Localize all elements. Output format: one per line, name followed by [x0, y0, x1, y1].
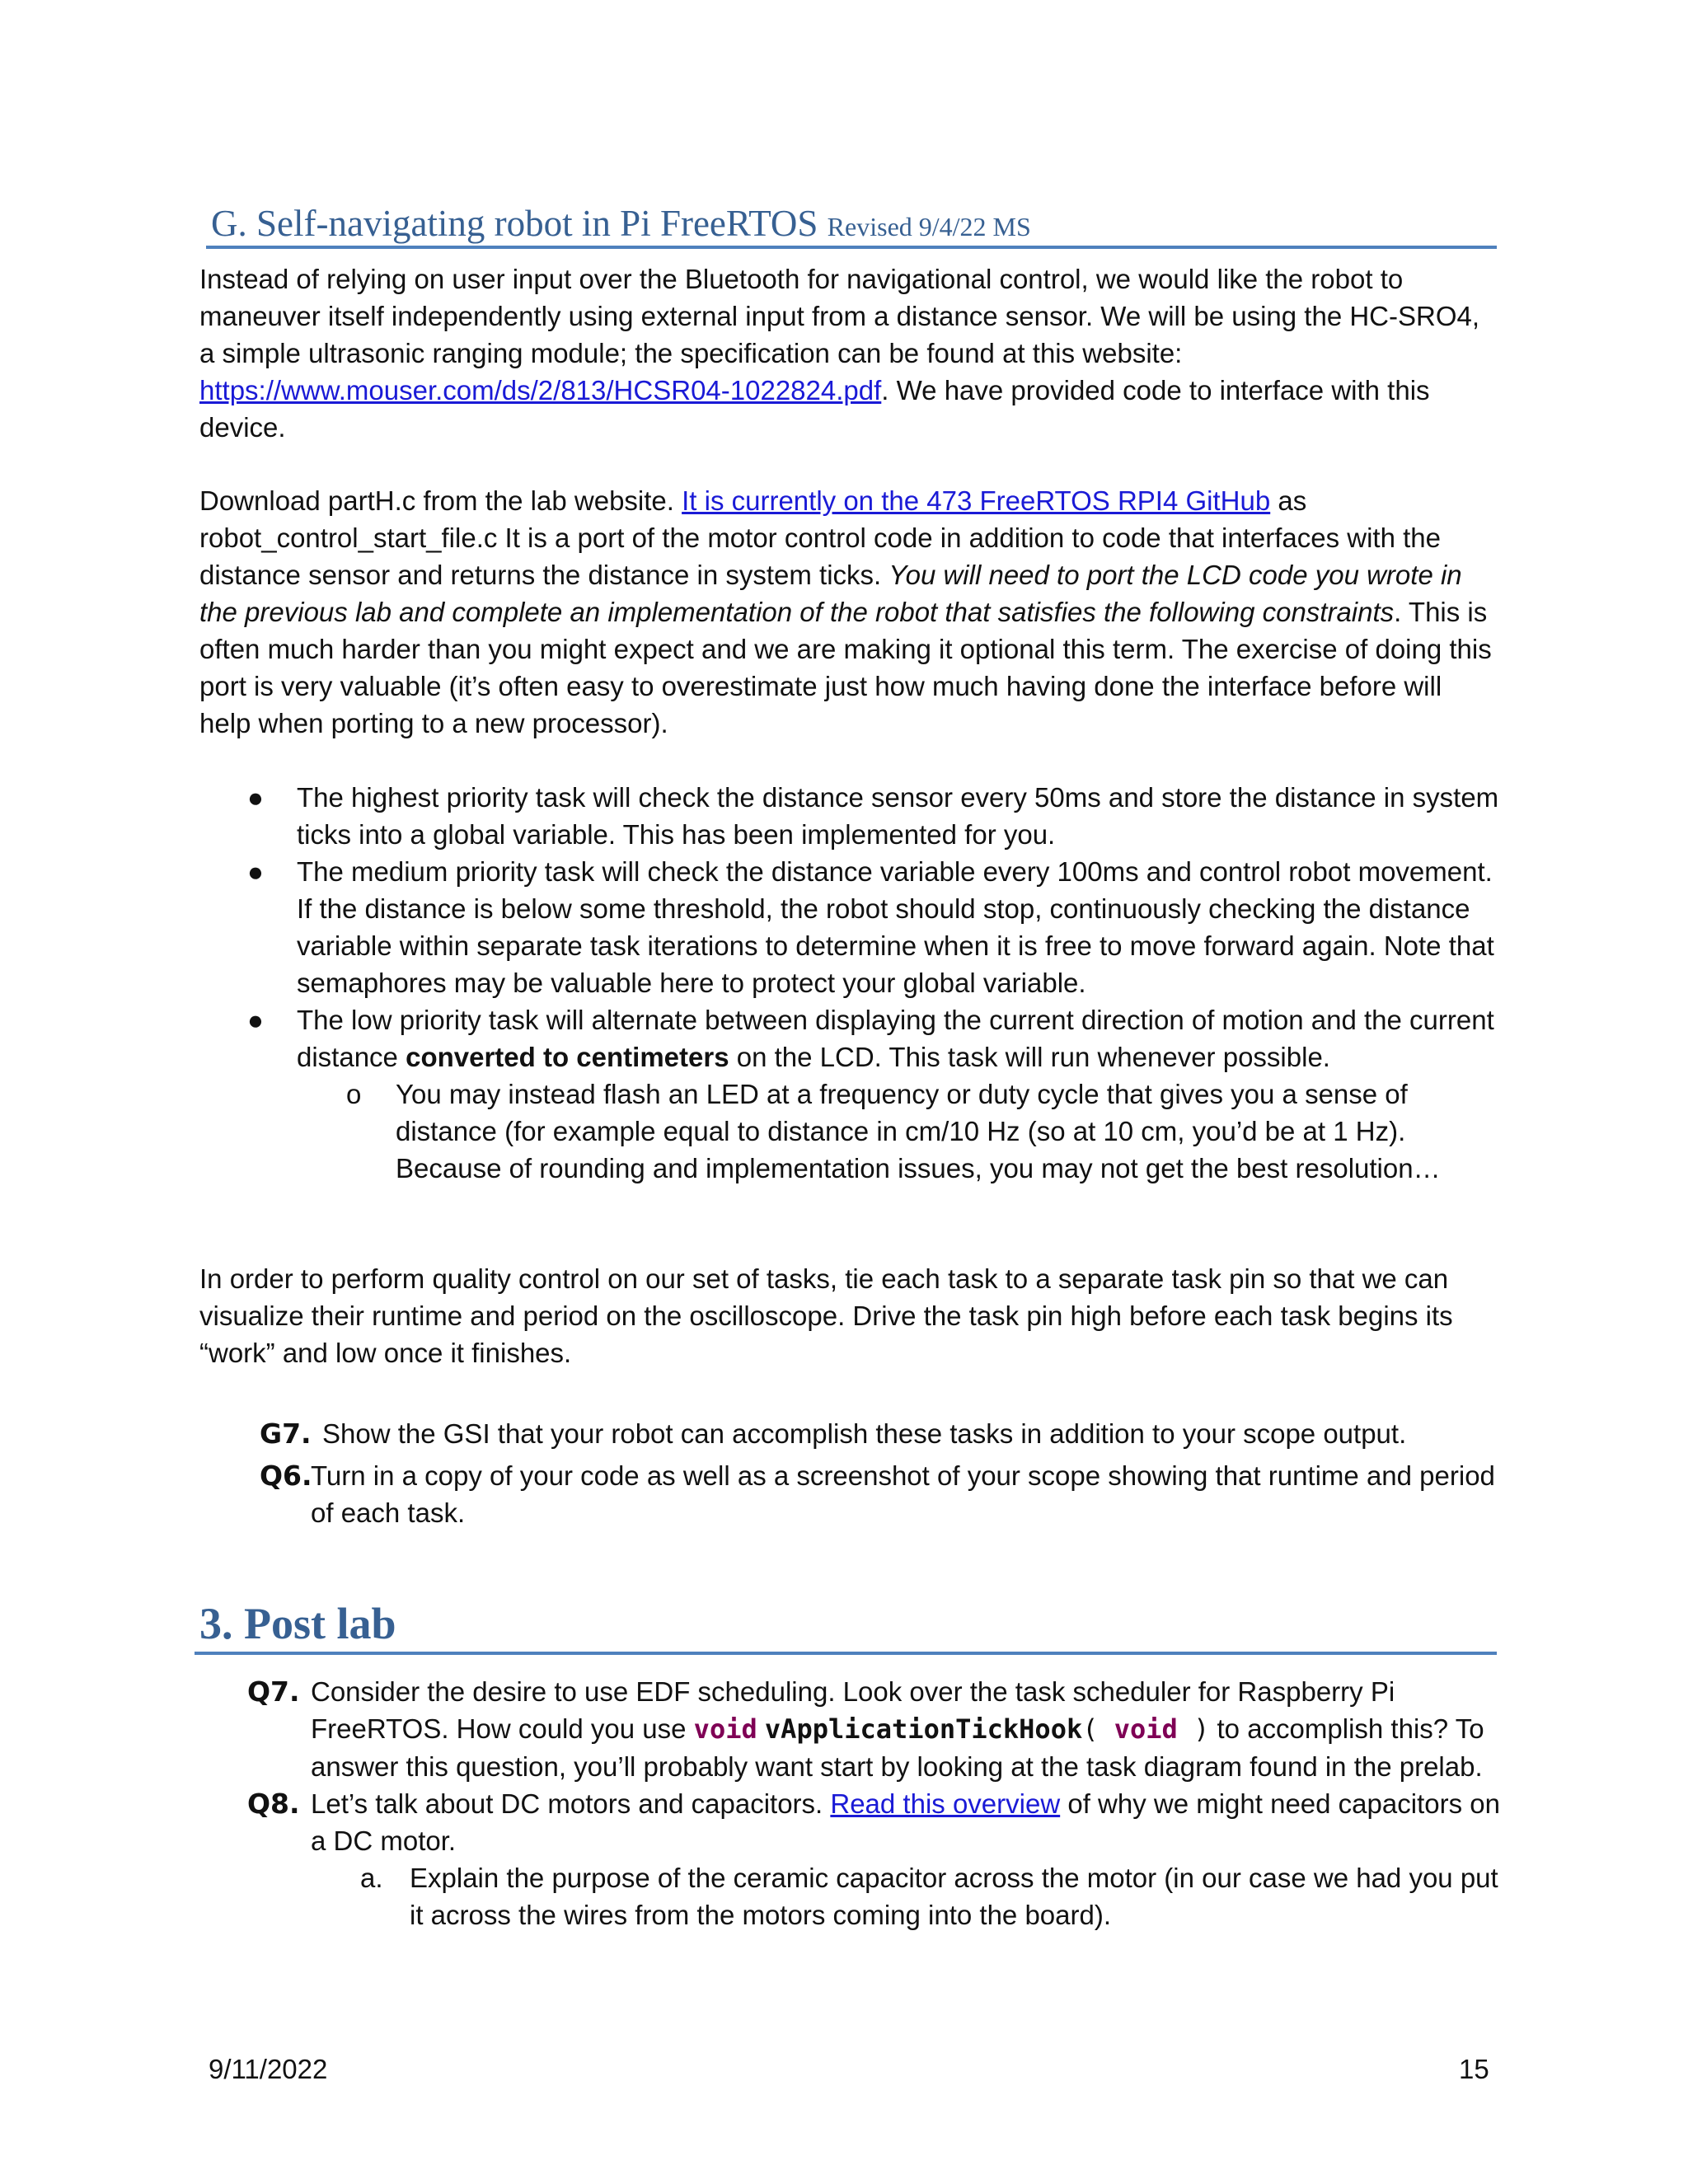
post-lab-questions [247, 1673, 1500, 1933]
list-item: ● The highest priority task will check the distance sensor every 50ms and store the distance in system ticks into a global variable. This has been implemented for you. [247, 779, 1500, 853]
question-list [260, 1415, 1496, 1531]
port-instruction: You will need to port the LCD code you wrote in the previous lab and complete an implementation of the robot that satisfies the following constraints [199, 560, 1462, 627]
list-item: ● The low priority task will alternate between displaying the current direction of motion and the current distance converted to centimeters on the LCD. This task will run whenever possible. [247, 1001, 1500, 1076]
sub-bullet-icon: o [346, 1079, 362, 1109]
code-keyword: void [693, 1713, 757, 1745]
quality-control-paragraph: In order to perform quality control on our set of tasks, tie each task to a separate task pin so that we can visualize their runtime and period on the oscilloscope. Drive the task pin high before each task begins its “work” and low once it finishes. [199, 1263, 1453, 1368]
question-q8a: a. Explain the purpose of the ceramic capacitor across the motor (in our case we had you put it across the wires from the motors coming into the board). [247, 1859, 1500, 1933]
sub-list-item: o You may instead flash an LED at a frequency or duty cycle that gives you a sense of distance (for example equal to distance in cm/10 Hz (so at 10 cm, you’d be at 1 Hz). Because of rounding and implementation issues, you may not get the best resolution… [346, 1076, 1500, 1187]
list-item: ● The medium priority task will check the distance variable every 100ms and control robot movement. If the distance is below some threshold, the robot should stop, continuously checking the distance variable within separate task iterations to determine when it is free to move forward again. Note that semaphores may be valuable here to protect your global variable. [247, 853, 1500, 1001]
intro-paragraph: Instead of relying on user input over the Bluetooth for navigational control, we would like the robot to maneuver itself independently using external input from a distance sensor. We will be using the HC-SRO4, a simple ultrasonic ranging module; the specification can be found at this website: https://www.mouser.com/ds/2/813/HCSR04-1022824.pdf. We have provided code to interface with this device. [199, 264, 1480, 443]
question-number: Q7. [247, 1675, 300, 1708]
question-number: G7. [260, 1418, 312, 1450]
question-number: Q6. [260, 1460, 312, 1492]
question-q6: Q6. Turn in a copy of your code as well as a screenshot of your scope showing that runtime and period of each task. [260, 1457, 1496, 1531]
question-q7: Q7. Consider the desire to use EDF scheduling. Look over the task scheduler for Raspberry Pi FreeRTOS. How could you use void vApplicationTickHook( void ) to accomplish this? To answer this question, you’ll probably want start by looking at the task diagram found in the prelab. [247, 1673, 1500, 1785]
bullet-icon: ● [247, 1005, 264, 1035]
overview-link[interactable]: Read this overview [830, 1788, 1061, 1819]
github-link[interactable]: It is currently on the 473 FreeRTOS RPI4 GitHub [682, 485, 1271, 516]
bullet-icon: ● [247, 782, 264, 813]
footer-date: 9/11/2022 [209, 2054, 328, 2084]
bullet-icon: ● [247, 856, 264, 887]
revision-note: Revised 9/4/22 MS [827, 212, 1031, 241]
question-g7: G7. Show the GSI that your robot can accomplish these tasks in addition to your scope output. [260, 1415, 1496, 1452]
sub-question-label: a. [360, 1863, 383, 1893]
datasheet-link[interactable]: https://www.mouser.com/ds/2/813/HCSR04-1022824.pdf [199, 375, 882, 405]
section-g-rule [206, 246, 1497, 249]
section-g-title: G. Self-navigating robot in Pi FreeRTOS [211, 203, 818, 244]
section-g-heading [211, 200, 1497, 250]
page-number: 15 [1459, 2054, 1489, 2084]
task-list [247, 779, 1500, 1187]
post-lab-rule [195, 1652, 1497, 1655]
post-lab-heading: 3. Post lab [199, 1599, 396, 1648]
question-q8: Q8. Let’s talk about DC motors and capacitors. Read this overview of why we might need capacitors on a DC motor. [247, 1785, 1500, 1859]
code-function: vApplicationTickHook [764, 1713, 1083, 1745]
code-keyword: void [1114, 1713, 1178, 1745]
download-paragraph: Download partH.c from the lab website. It is currently on the 473 FreeRTOS RPI4 GitHub as robot_control_start_file.c It is a port of the motor control code in addition to code that interfaces with the distance sensor and returns the distance in system ticks. You will need to port the LCD code you wrote in the previous lab and complete an implementation of the robot that satisfies the following constraints. This is often much harder than you might expect and we are making it optional this term. The exercise of doing this port is very valuable (it’s often easy to overestimate just how much having done the interface before will help when porting to a new processor). [199, 485, 1492, 738]
question-number: Q8. [247, 1788, 300, 1820]
